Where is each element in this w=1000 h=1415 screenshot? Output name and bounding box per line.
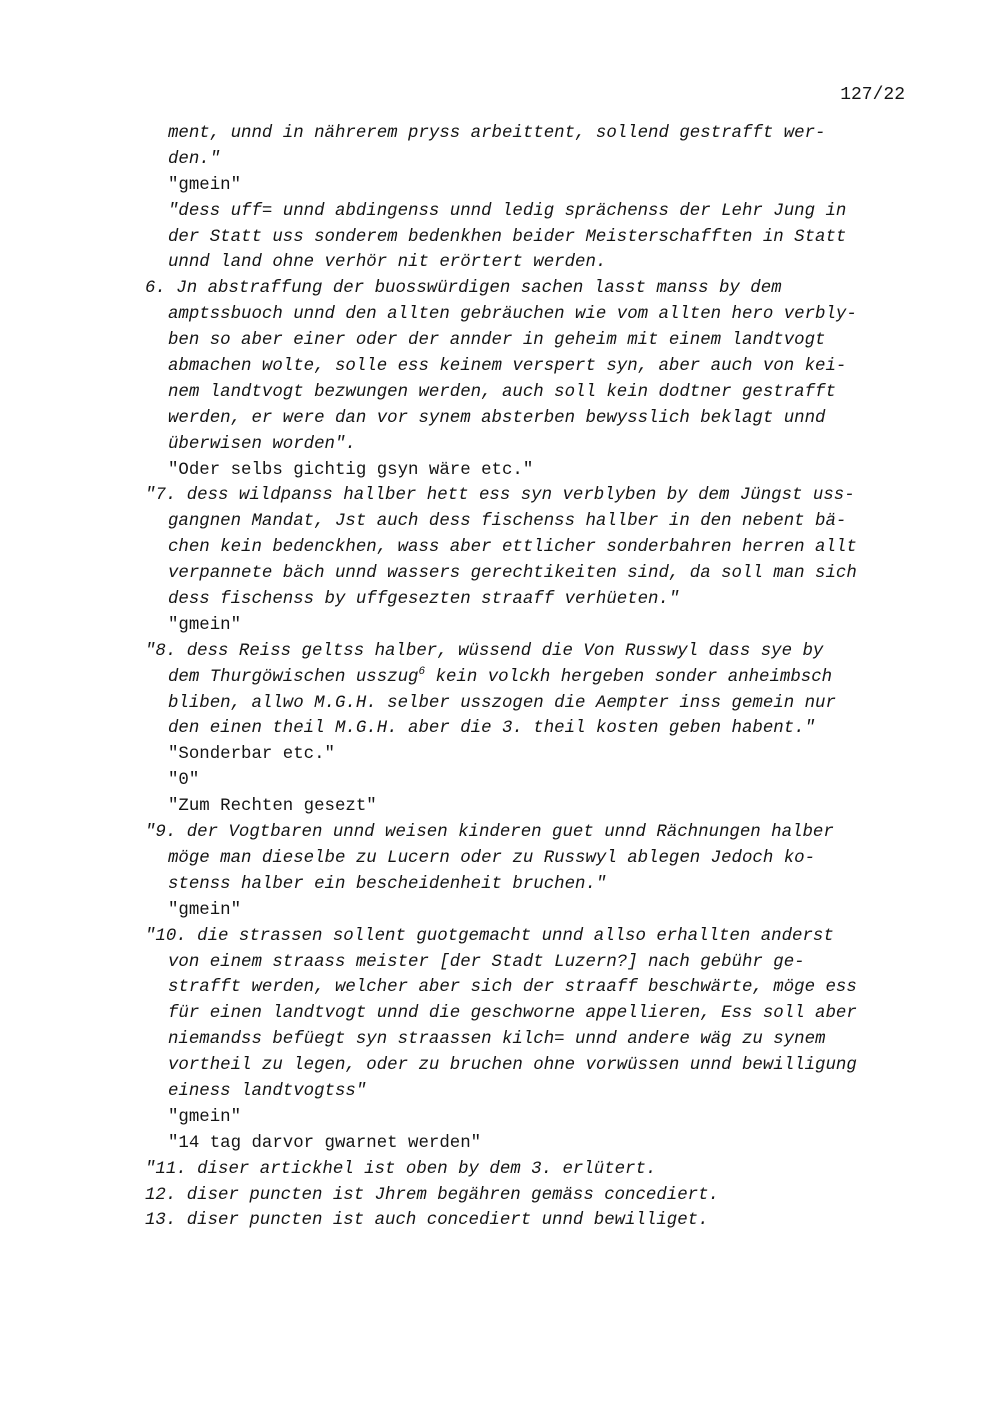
text-line: 12. diser puncten ist Jhrem begähren gemäss concediert. — [145, 1185, 719, 1205]
text-line: dess fischenss by uffgesezten straaff verhüeten." — [168, 590, 680, 610]
annotation-line: "gmein" — [168, 900, 242, 920]
text-line: "7. dess wildpanss hallber hett ess syn verblyben by dem Jüngst uss- — [145, 486, 855, 506]
text-line: abmachen wolte, solle ess keinem verspert syn, aber auch von kei- — [168, 357, 847, 377]
text-line: "11. diser artickhel ist oben by dem 3. erlütert. — [145, 1159, 657, 1179]
text-line: strafft werden, welcher aber sich der straaff beschwärte, möge ess — [168, 978, 857, 998]
text-line: "dess uff= unnd abdingenss unnd ledig sprächenss der Lehr Jung in — [168, 201, 847, 221]
text-line: den einen theil M.G.H. aber die 3. theil kosten geben habent." — [168, 719, 816, 739]
text-line — [145, 665, 915, 691]
annotation-line: "gmein" — [168, 615, 242, 635]
text-line: überwisen worden". — [168, 434, 356, 454]
annotation-line: "Oder selbs gichtig gsyn wäre etc." — [168, 460, 534, 480]
text-line: werden, er were dan vor synem absterben bewysslich beklagt unnd — [168, 408, 826, 428]
text-line: "10. die strassen sollent guotgemacht unnd allso erhallten anderst — [145, 926, 834, 946]
text-line: einess landtvogtss" — [168, 1081, 367, 1101]
text-line: 6. Jn abstraffung der buosswürdigen sachen lasst manss by dem — [145, 279, 782, 299]
text-line: für einen landtvogt unnd die geschworne appellieren, Ess soll aber — [168, 1004, 857, 1024]
annotation-line: "0" — [168, 771, 200, 791]
text-line: "8. dess Reiss geltss halber, wüssend die Von Russwyl dass sye by — [145, 641, 824, 661]
text-line: 13. diser puncten ist auch concediert unnd bewilliget. — [145, 1211, 709, 1231]
annotation-line: "gmein" — [168, 1107, 242, 1127]
document-body — [145, 121, 915, 1234]
footnote-ref: 6 — [418, 665, 426, 678]
text-line: ment, unnd in nährerem pryss arbeittent, sollend gestrafft wer- — [168, 124, 826, 143]
text-line: niemandss befüegt syn straassen kilch= unnd andere wäg zu synem — [168, 1030, 826, 1050]
annotation-line: "gmein" — [168, 175, 242, 195]
annotation-line: "14 tag darvor gwarnet werden" — [168, 1133, 482, 1153]
page-number: 127/22 — [840, 85, 905, 105]
text-line: der Statt uss sonderem bedenkhen beider Meisterschafften in Statt — [168, 227, 847, 247]
text-line: "9. der Vogtbaren unnd weisen kinderen guet unnd Rächnungen halber — [145, 823, 834, 843]
text-line: gangnen Mandat, Jst auch dess fischenss hallber in den nebent bä- — [168, 512, 847, 532]
annotation-line: "Sonderbar etc." — [168, 745, 335, 765]
text-segment: kein volckh hergeben sonder anheimbsch — [425, 667, 833, 687]
text-line: vortheil zu legen, oder zu bruchen ohne vorwüssen unnd bewilligung — [168, 1056, 857, 1076]
text-line: amptssbuoch unnd den allten gebräuchen wie vom allten hero verbly- — [168, 305, 857, 325]
text-line: bliben, allwo M.G.H. selber usszogen die Aempter inss gemein nur — [168, 693, 836, 713]
text-line: möge man dieselbe zu Lucern oder zu Russwyl ablegen Jedoch ko- — [168, 848, 816, 868]
text-segment: dem Thurgöwischen usszug — [168, 667, 419, 687]
text-line: unnd land ohne verhör nit erörtert werden. — [168, 253, 607, 273]
text-line: verpannete bäch unnd wassers gerechtikeiten sind, da soll man sich — [168, 564, 857, 584]
text-line: nem landtvogt bezwungen werden, auch soll kein dodtner gestrafft — [168, 382, 836, 402]
annotation-line: "Zum Rechten gesezt" — [168, 797, 377, 817]
text-line: stenss halber ein bescheidenheit bruchen." — [168, 874, 607, 894]
text-line: den." — [168, 149, 221, 169]
text-line: ben so aber einer oder der annder in geheim mit einem landtvogt — [168, 331, 826, 351]
text-line: chen kein bedenckhen, wass aber ettlicher sonderbahren herren allt — [168, 538, 857, 558]
text-line: von einem straass meister [der Stadt Luzern?] nach gebühr ge- — [168, 952, 805, 972]
